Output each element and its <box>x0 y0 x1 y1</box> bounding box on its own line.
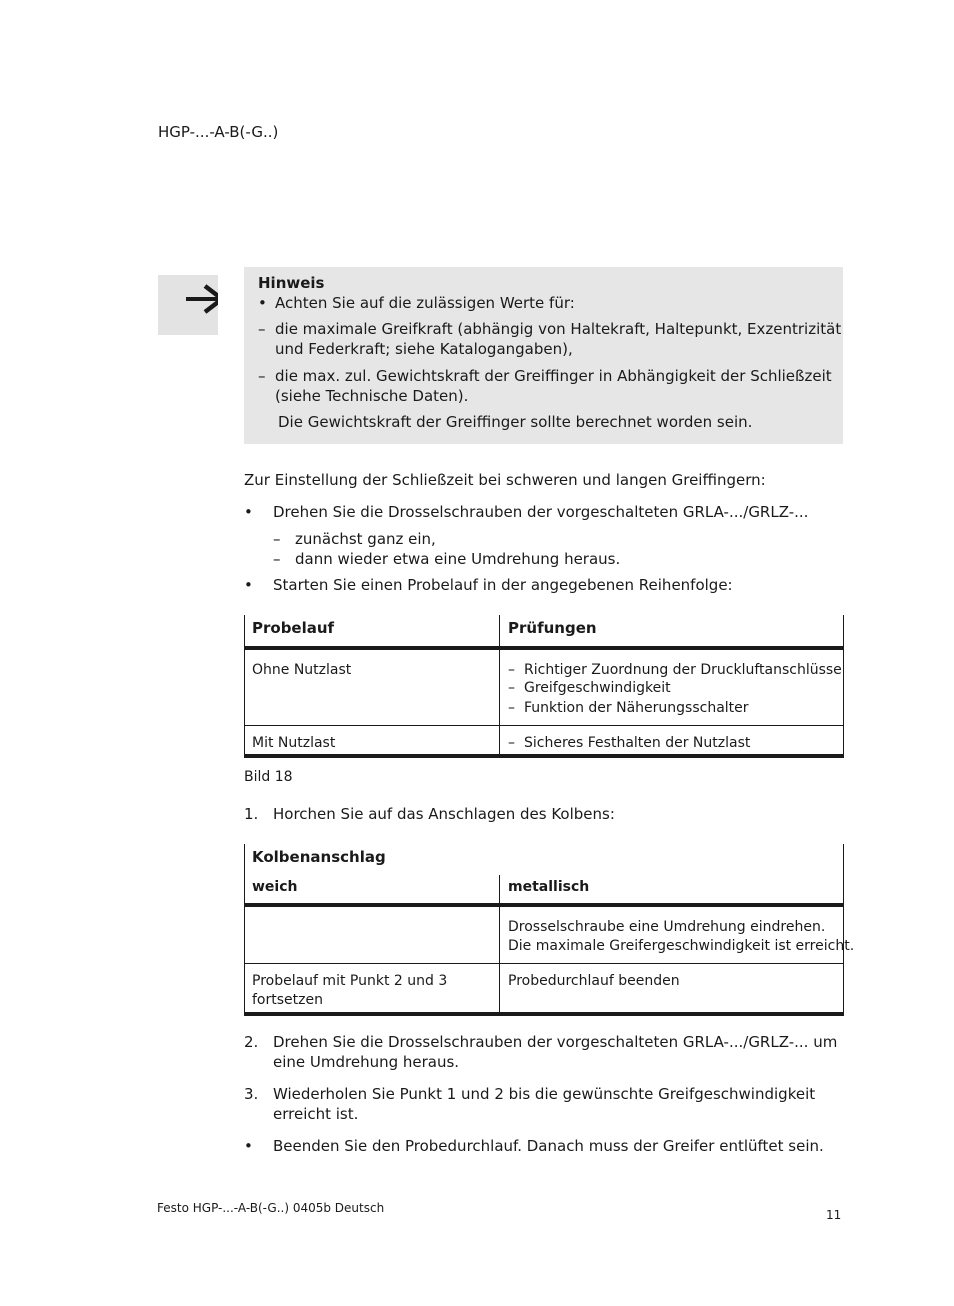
figure-caption: Bild 18 <box>244 769 293 785</box>
table1-dash: – <box>508 700 515 716</box>
note-dash-2: – <box>258 367 266 385</box>
table1-row2-col1: Mit Nutzlast <box>252 735 336 751</box>
table2-row2-col1-line1: Probelauf mit Punkt 2 und 3 <box>252 973 448 989</box>
page-footer: Festo HGP-...-A-B(-G..) 0405b Deutsch <box>157 1201 385 1215</box>
intro-text: Zur Einstellung der Schließzeit bei schweren und langen Greiffingern: <box>244 471 766 489</box>
step-turn-text: Drehen Sie die Drosselschrauben der vorgeschalteten GRLA-.../GRLZ-... <box>273 503 809 521</box>
step-start-text: Starten Sie einen Probelauf in der angegebenen Reihenfolge: <box>273 576 733 594</box>
step2-line1: Drehen Sie die Drosselschrauben der vorgeschalteten GRLA-.../GRLZ-... um <box>273 1033 838 1051</box>
table1-dash: – <box>508 735 515 751</box>
sub-dash: – <box>273 550 281 568</box>
table2-header-metallisch: metallisch <box>508 879 590 895</box>
table1-header-probelauf: Probelauf <box>252 619 335 637</box>
note-box <box>244 267 843 444</box>
step1-number: 1. <box>244 805 259 823</box>
step3-line1: Wiederholen Sie Punkt 1 und 2 bis die gewünschte Greifgeschwindigkeit <box>273 1085 816 1103</box>
table1-row2-item-1: Sicheres Festhalten der Nutzlast <box>524 735 751 751</box>
page-number: 11 <box>826 1208 842 1222</box>
final-text: Beenden Sie den Probedurchlauf. Danach muss der Greifer entlüftet sein. <box>273 1137 824 1155</box>
bullet-marker: • <box>244 1137 253 1155</box>
table1-row1-item-1: Richtiger Zuordnung der Druckluftanschlüsse <box>524 662 842 678</box>
note-line-4: Die Gewichtskraft der Greiffinger sollte berechnet worden sein. <box>278 413 753 431</box>
note-line-3a: die max. zul. Gewichtskraft der Greiffinger in Abhängigkeit der Schließzeit <box>275 367 832 385</box>
step1-text: Horchen Sie auf das Anschlagen des Kolbens: <box>273 805 615 823</box>
note-bullet: • <box>258 294 267 312</box>
table1-header-pruefungen: Prüfungen <box>508 619 597 637</box>
table1-row1-col1: Ohne Nutzlast <box>252 662 352 678</box>
note-line-3b: (siehe Technische Daten). <box>275 387 469 405</box>
document-code: HGP-...-A-B(-G..) <box>158 123 279 141</box>
table2-row2-col1-line2: fortsetzen <box>252 992 323 1008</box>
bullet-marker: • <box>244 576 253 594</box>
arrow-right-icon <box>158 275 218 335</box>
table2-row1-col2-line2: Die maximale Greifergeschwindigkeit ist erreicht. <box>508 938 855 954</box>
note-line-2a: die maximale Greifkraft (abhängig von Haltekraft, Haltepunkt, Exzentrizität <box>275 320 842 338</box>
table1-row1-item-2: Greifgeschwindigkeit <box>524 680 671 696</box>
table1-dash: – <box>508 680 515 696</box>
sub-item-1: zunächst ganz ein, <box>295 530 436 548</box>
step3-number: 3. <box>244 1085 259 1103</box>
table2-row1-col2-line1: Drosselschraube eine Umdrehung eindrehen. <box>508 919 826 935</box>
note-arrow-box <box>158 275 218 335</box>
step2-number: 2. <box>244 1033 259 1051</box>
table1-row1-item-3: Funktion der Näherungsschalter <box>524 700 749 716</box>
note-line-1: Achten Sie auf die zulässigen Werte für: <box>275 294 575 312</box>
note-line-2b: und Federkraft; siehe Katalogangaben), <box>275 340 573 358</box>
step2-line2: eine Umdrehung heraus. <box>273 1053 460 1071</box>
note-dash-1: – <box>258 320 266 338</box>
sub-item-2: dann wieder etwa eine Umdrehung heraus. <box>295 550 621 568</box>
table2-header-weich: weich <box>252 879 298 895</box>
sub-dash: – <box>273 530 281 548</box>
table1-dash: – <box>508 662 515 678</box>
bullet-marker: • <box>244 503 253 521</box>
table2-row2-col2: Probedurchlauf beenden <box>508 973 680 989</box>
table2-title: Kolbenanschlag <box>252 848 386 866</box>
note-title: Hinweis <box>258 274 325 292</box>
step3-line2: erreicht ist. <box>273 1105 359 1123</box>
